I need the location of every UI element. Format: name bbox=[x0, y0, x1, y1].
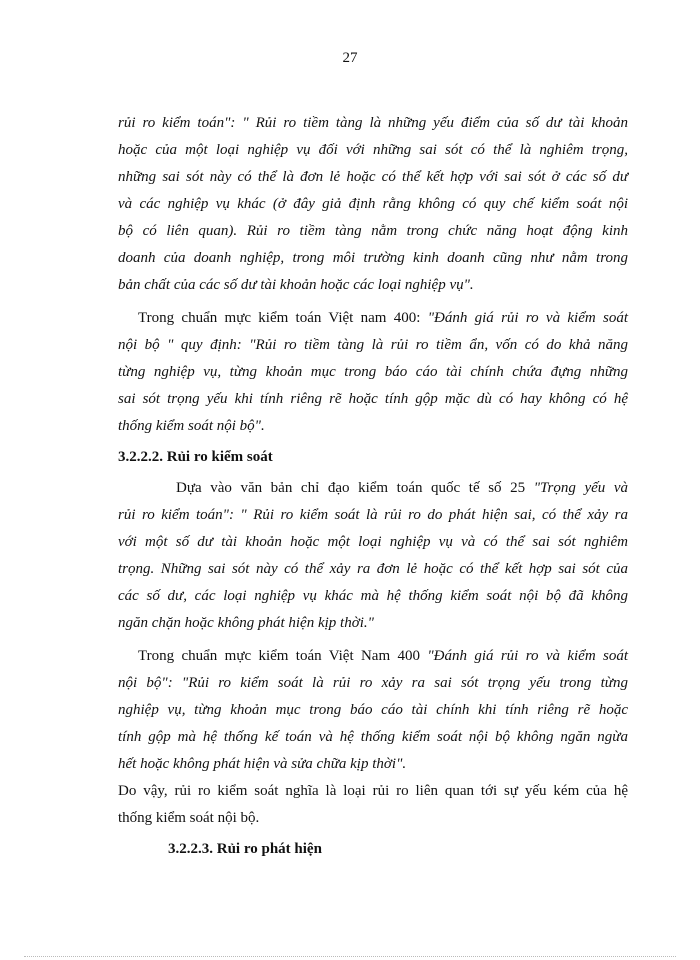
text-line: từng nghiệp vụ, từng khoản mục trong báo cáo tài chính chứa đựng những bbox=[118, 364, 628, 380]
text-line bbox=[118, 305, 628, 332]
text-line: ngăn chặn hoặc không phát hiện kịp thời." bbox=[118, 615, 374, 631]
section-heading-detection-risk: 3.2.2.3. Rủi ro phát hiện bbox=[168, 841, 322, 857]
paragraph-isa25-control bbox=[118, 475, 628, 637]
text-line: những sai sót này có thể là đơn lẻ hoặc có thể kết hợp với sai sót ở các số dư bbox=[118, 169, 628, 185]
text-line: và các nghiệp vụ khác (ở đây giả định rằng không có quy chế kiểm soát nội bbox=[118, 196, 628, 212]
text-line: rủi ro kiểm toán": " Rủi ro kiểm soát là rủi ro do phát hiện sai, có thể xảy ra bbox=[118, 507, 628, 523]
text-line: bộ có liên quan). Rủi ro tiềm tàng nằm trong chức năng hoạt động kinh bbox=[118, 223, 628, 239]
text-line: hoặc của một loại nghiệp vụ đối với những sai sót có thể là nghiêm trọng, bbox=[118, 142, 628, 158]
text-line: hết hoặc không phát hiện và sửa chữa kịp thời". bbox=[118, 756, 407, 772]
paragraph-vsa400-control bbox=[118, 643, 628, 778]
text-line: doanh của doanh nghiệp, trong môi trường kinh doanh cũng như nằm trong bbox=[118, 250, 628, 266]
paragraph-lead: Dựa vào văn bản chỉ đạo kiểm toán quốc tế số 25 bbox=[176, 480, 534, 496]
text-line: thống kiểm soát nội bộ". bbox=[118, 418, 265, 434]
text-line: nội bộ " quy định: "Rủi ro tiềm tàng là rủi ro tiềm ẩn, vốn có do khả năng bbox=[118, 337, 628, 353]
paragraph-vsa400-inherent bbox=[118, 305, 628, 440]
paragraph-lead: Trong chuẩn mực kiểm toán Việt nam 400: bbox=[138, 310, 428, 326]
page-bottom-rule bbox=[24, 956, 676, 957]
standard-title: "Đánh giá rủi ro và kiểm soát bbox=[427, 310, 628, 326]
text-line: nội bộ": "Rủi ro kiểm soát là rủi ro xảy ra sai sót trọng yếu trong từng bbox=[118, 675, 628, 691]
page-number: 27 bbox=[342, 50, 358, 66]
text-line: với một số dư tài khoản hoặc một loại nghiệp vụ và có thể sai sót nghiêm bbox=[118, 534, 628, 550]
paragraph-inherent-risk-quote bbox=[118, 110, 628, 299]
text-line: rủi ro kiểm toán": " Rủi ro tiềm tàng là những yếu điểm của số dư tài khoản bbox=[118, 115, 628, 131]
text-line: các số dư, các loại nghiệp vụ khác mà hệ thống kiểm soát nội bộ đã không bbox=[118, 588, 628, 604]
text-line bbox=[118, 475, 628, 502]
section-heading-control-risk: 3.2.2.2. Rủi ro kiểm soát bbox=[118, 449, 273, 465]
text-line: thống kiểm soát nội bộ. bbox=[118, 810, 260, 826]
text-line: tính gộp mà hệ thống kế toán và hệ thống kiểm soát nội bộ không ngăn ngừa bbox=[118, 729, 628, 745]
standard-title: "Đánh giá rủi ro và kiểm soát bbox=[427, 648, 629, 664]
paragraph-conclusion bbox=[118, 778, 628, 832]
text-line: Do vậy, rủi ro kiểm soát nghĩa là loại rủi ro liên quan tới sự yếu kém của hệ bbox=[118, 783, 628, 799]
text-line: nghiệp vụ, từng khoản mục trong báo cáo tài chính khi tính riêng rẽ hoặc bbox=[118, 702, 628, 718]
text-line: bản chất của các số dư tài khoản hoặc các loại nghiệp vụ". bbox=[118, 277, 474, 293]
text-line: sai sót trọng yếu khi tính riêng rẽ hoặc tính gộp mặc dù có hay không có hệ bbox=[118, 391, 628, 407]
page-body bbox=[118, 110, 628, 863]
paragraph-lead: Trong chuẩn mực kiểm toán Việt Nam 400 bbox=[138, 648, 428, 664]
text-line bbox=[118, 643, 628, 670]
standard-title: "Trọng yếu và bbox=[533, 480, 629, 496]
text-line: trọng. Những sai sót này có thể xảy ra đơn lẻ hoặc có thể kết hợp sai sót của bbox=[118, 561, 628, 577]
